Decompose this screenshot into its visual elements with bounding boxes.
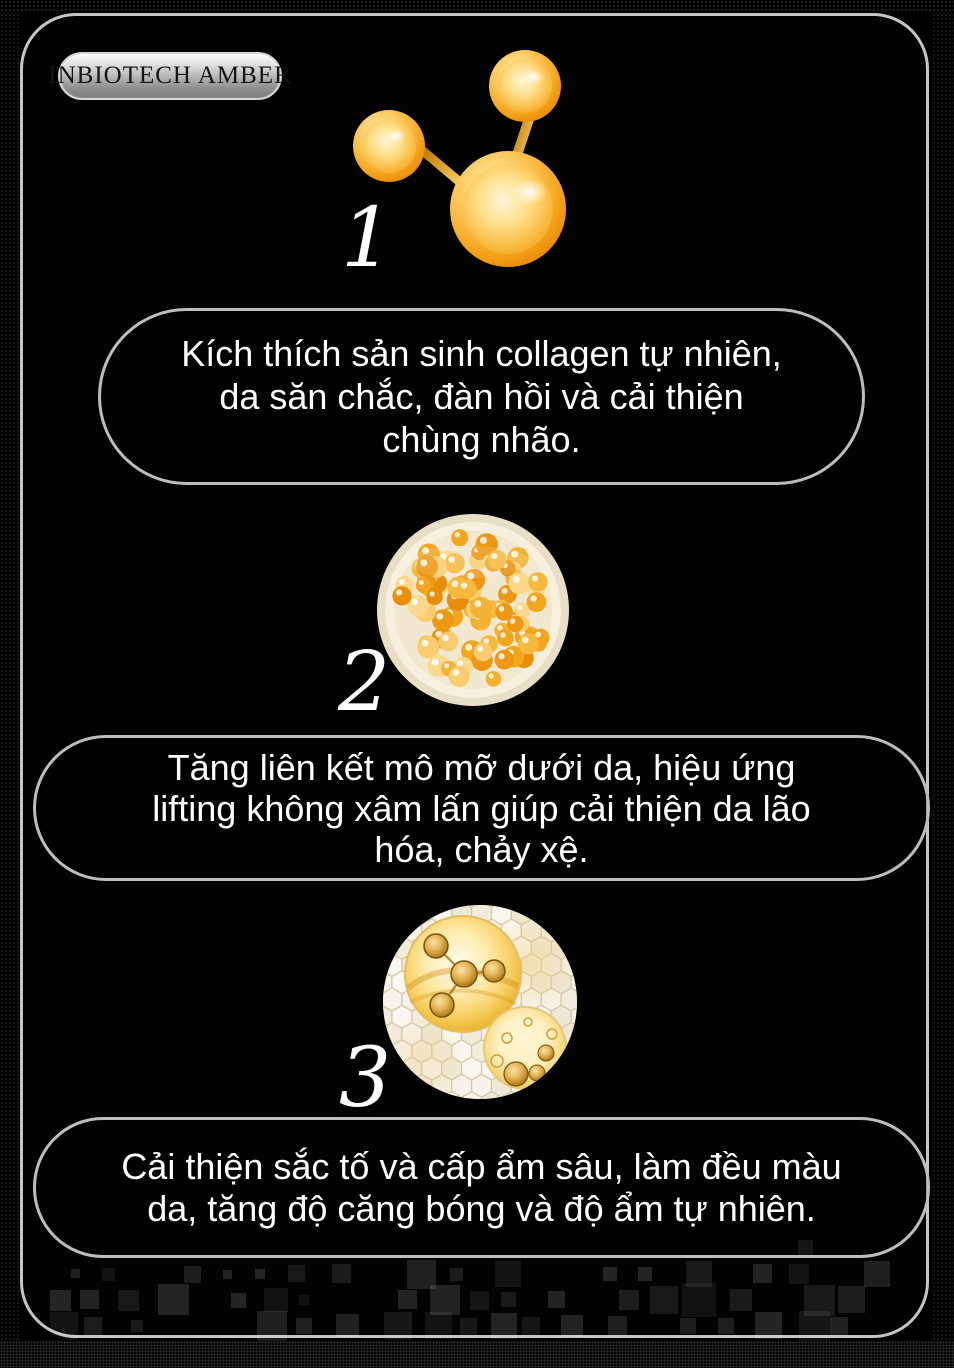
step-description-line: da, tăng độ căng bóng và độ ẩm tự nhiên. (147, 1187, 816, 1229)
amber-beads-dish-illustration (373, 510, 573, 710)
noise-texture-right (932, 13, 954, 1341)
brand-badge-label: INBIOTECH AMBER (48, 62, 292, 89)
step-description-line: Kích thích sản sinh collagen tự nhiên, (181, 333, 782, 374)
gold-serum-honeycomb-illustration (380, 902, 580, 1102)
molecule-bond (423, 151, 461, 183)
step-number: 1 (341, 191, 394, 286)
step-description-line: Tăng liên kết mô mỡ dưới da, hiệu ứng (167, 746, 796, 788)
step-description-box (33, 1117, 930, 1258)
step-number: 3 (339, 1031, 392, 1126)
card-frame (20, 13, 929, 1338)
noise-texture-bottom (0, 1341, 954, 1368)
brand-badge (48, 52, 292, 100)
noise-texture-top (0, 0, 954, 13)
step-description-line: da săn chắc, đàn hồi và cải thiện (219, 376, 744, 417)
molecule-sphere-left (353, 110, 425, 182)
step-description-line: lifting không xâm lấn giúp cải thiện da lão (152, 787, 811, 829)
molecule-sphere-large (450, 151, 566, 267)
step-description-line: Cải thiện sắc tố và cấp ẩm sâu, làm đều màu (121, 1145, 842, 1187)
step-description-line: chùng nhão. (382, 419, 581, 460)
step-description-line: hóa, chảy xệ. (374, 828, 589, 870)
step-description-box (98, 308, 865, 485)
molecule-sphere-top (489, 50, 561, 122)
noise-texture-left (0, 13, 19, 1341)
serum-drop-small (484, 1007, 566, 1089)
step-description-box (33, 735, 930, 881)
step-number: 2 (338, 635, 391, 730)
